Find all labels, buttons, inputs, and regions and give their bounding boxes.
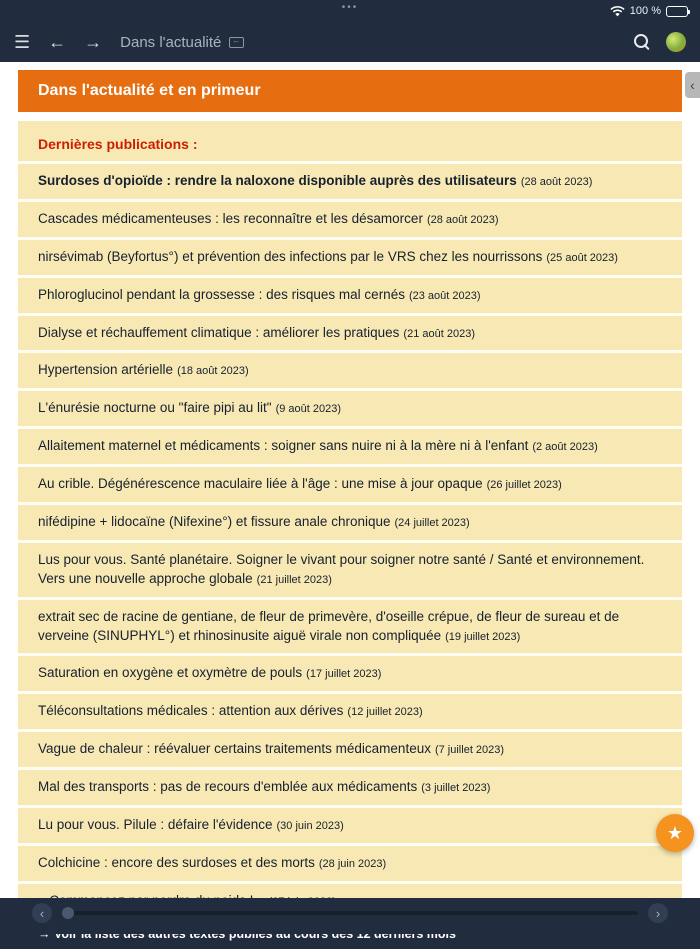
publication-link[interactable]	[18, 540, 682, 597]
publication-date: (18 août 2023)	[177, 365, 249, 378]
status-bar	[0, 0, 700, 22]
publication-title: Téléconsultations médicales : attention aux dérives	[38, 703, 344, 719]
publication-title: Dialyse et réchauffement climatique : améliorer les pratiques	[38, 324, 400, 340]
publication-date: (28 juin 2023)	[318, 857, 387, 870]
star-icon: ★	[666, 822, 684, 843]
battery-percent: 100 %	[629, 5, 661, 17]
publication-link[interactable]	[18, 388, 682, 426]
publication-date: (25 août 2023)	[546, 251, 618, 264]
publication-link[interactable]	[18, 805, 682, 843]
search-icon[interactable]	[634, 34, 650, 50]
publication-link[interactable]	[18, 350, 682, 388]
publication-title: nirsévimab (Beyfortus°) et prévention des infections par le VRS chez les nourrissons	[38, 248, 543, 264]
publication-date: (30 juin 2023)	[276, 820, 344, 833]
horizontal-scrollbar-track[interactable]	[62, 911, 638, 915]
forward-button[interactable]: →	[84, 32, 103, 52]
publication-link[interactable]	[18, 502, 682, 540]
publication-link[interactable]	[18, 843, 682, 881]
menu-button[interactable]: ☰	[14, 32, 31, 52]
publication-date: (12 juillet 2023)	[347, 706, 423, 719]
profile-avatar-icon[interactable]	[666, 32, 686, 52]
publication-title: Saturation en oxygène et oxymètre de pouls	[38, 665, 303, 681]
publication-title: Mal des transports : pas de recours d'emblée aux médicaments	[38, 779, 418, 795]
publication-date: (2 août 2023)	[532, 441, 598, 454]
publications-panel	[18, 121, 682, 949]
publication-date: (28 août 2023)	[520, 176, 593, 188]
publication-link[interactable]	[18, 767, 682, 805]
publication-date: (28 août 2023)	[426, 213, 499, 226]
horizontal-scrollbar-thumb[interactable]	[62, 907, 74, 919]
publication-title: Hypertension artérielle	[38, 362, 174, 378]
publication-link[interactable]	[18, 237, 682, 275]
publication-title: Cascades médicamenteuses : les reconnaître et les désamorcer	[38, 210, 423, 226]
publication-date: (21 août 2023)	[403, 327, 475, 340]
back-button[interactable]: ←	[48, 32, 67, 52]
publication-link[interactable]	[18, 313, 682, 351]
publication-date: (3 juillet 2023)	[421, 782, 491, 795]
publication-link[interactable]	[18, 729, 682, 767]
publication-link[interactable]	[18, 426, 682, 464]
publication-title: L'énurésie nocturne ou "faire pipi au lit"	[38, 400, 272, 416]
publication-link[interactable]	[18, 653, 682, 691]
battery-icon	[666, 6, 688, 17]
publication-link[interactable]	[18, 597, 682, 654]
publication-list	[18, 161, 682, 919]
publication-date: (23 août 2023)	[408, 289, 481, 302]
page-content	[0, 62, 700, 898]
publication-link[interactable]	[18, 161, 682, 199]
publication-title: Allaitement maternel et médicaments : soigner sans nuire ni à la mère ni à l'enfant	[38, 438, 529, 454]
collapse-panel-button[interactable]	[685, 72, 700, 98]
section-header-title: Dans l'actualité et en primeur	[38, 82, 261, 99]
chevron-left-icon: ‹	[690, 77, 695, 93]
window-handle-dots[interactable]: •••	[341, 2, 359, 13]
publication-title: Au crible. Dégénérescence maculaire liée à l'âge : une mise à jour opaque	[38, 476, 483, 492]
publication-title: Vague de chaleur : réévaluer certains traitements médicamenteux	[38, 741, 431, 757]
pin-tab-icon[interactable]	[229, 37, 244, 48]
nav-title-area	[120, 34, 616, 51]
latest-publications-heading: Dernières publications :	[38, 136, 198, 152]
publication-link[interactable]	[18, 199, 682, 237]
bottom-scroll-bar	[0, 898, 700, 934]
wifi-icon	[610, 6, 625, 17]
publication-date: (26 juillet 2023)	[486, 479, 562, 492]
publication-date: (17 juillet 2023)	[306, 668, 382, 681]
publication-title: Lu pour vous. Pilule : défaire l'évidence	[38, 817, 273, 833]
section-header-banner	[18, 70, 682, 112]
publication-link[interactable]	[18, 275, 682, 313]
scroll-left-button[interactable]: ‹	[32, 903, 52, 923]
publication-date: (24 juillet 2023)	[394, 517, 470, 530]
publication-title: extrait sec de racine de gentiane, de fleur de primevère, d'oseille crépue, de fleur de sureau et de verveine (SINUPHYL°) et rhinosinusite aiguë virale non compliquée	[38, 608, 620, 643]
nav-bar	[0, 22, 700, 62]
nav-actions	[634, 32, 686, 52]
publication-link[interactable]	[18, 691, 682, 729]
publication-link[interactable]	[18, 464, 682, 502]
publication-title: Lus pour vous. Santé planétaire. Soigner le vivant pour soigner notre santé / Santé et environnement. Vers une nouvelle approche globale	[38, 551, 645, 586]
publication-title: Colchicine : encore des surdoses et des morts	[38, 854, 315, 870]
scroll-to-top-fab[interactable]	[656, 814, 694, 852]
publication-date: (9 août 2023)	[275, 403, 341, 416]
status-indicators	[610, 5, 688, 17]
page-title: Dans l'actualité	[120, 33, 222, 51]
publication-title: nifédipine + lidocaïne (Nifexine°) et fissure anale chronique	[38, 514, 391, 530]
publication-date: (7 juillet 2023)	[434, 744, 505, 757]
publication-date: (21 juillet 2023)	[256, 573, 332, 586]
publication-date: (19 juillet 2023)	[445, 630, 521, 643]
publication-title: Surdoses d'opioïde : rendre la naloxone disponible auprès des utilisateurs	[38, 173, 517, 188]
scroll-right-button[interactable]: ›	[648, 903, 668, 923]
publication-title: Phloroglucinol pendant la grossesse : des risques mal cernés	[38, 286, 405, 302]
